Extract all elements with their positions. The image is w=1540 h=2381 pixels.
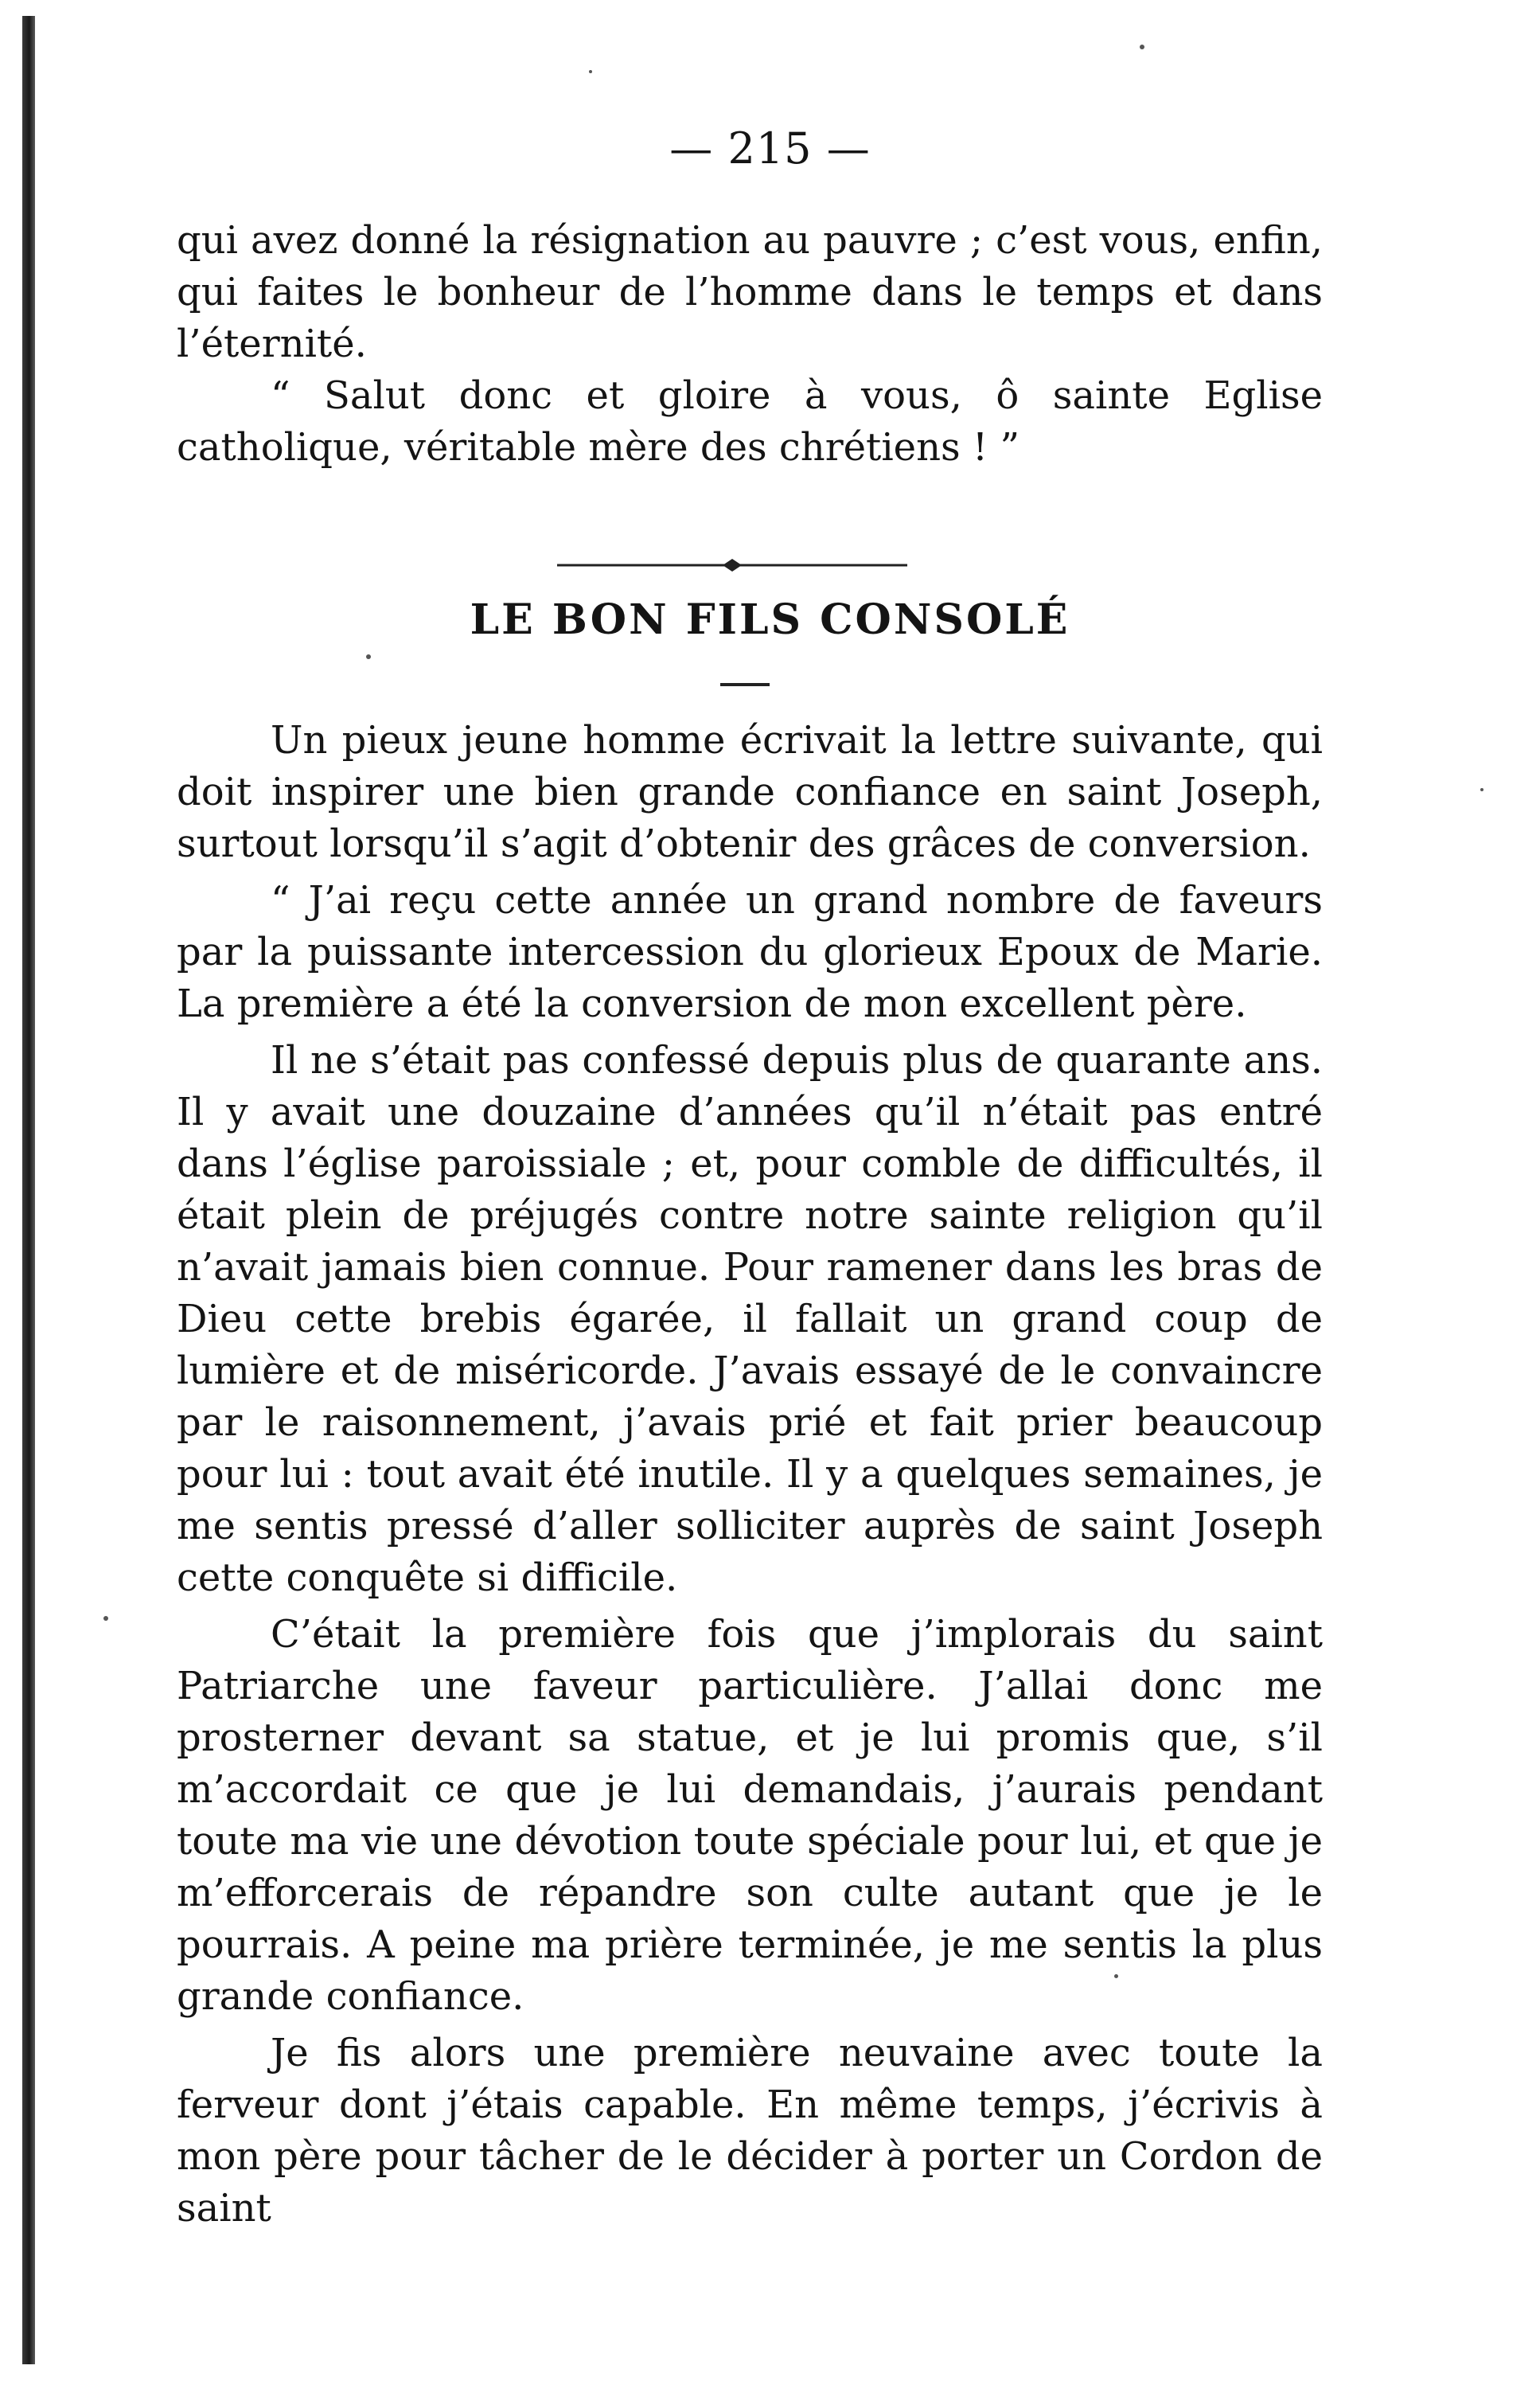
paragraph-father: Il ne s’était pas confessé depuis plus de quarante ans. Il y avait une douzaine d’années qu’il n’était pas entré dans l’église paroissiale ; et, pour comble de difficultés, il était plein de préjugés contre notre sainte religion qu’il n’avait jamais bien connue. Pour ramener dans les bras de Dieu cette brebis égarée, il fallait un grand coup de lumière et de miséricorde. J’avais essayé de le convaincre par le raisonnement, j’avais prié et fait prier beaucoup pour lui : tout avait été inutile. Il y a quelques semaines, je me sentis pressé d’aller solliciter auprès de saint Joseph cette conquête si difficile. bbox=[177, 1038, 1323, 1600]
section-divider-ornament bbox=[557, 557, 907, 573]
paper-speck bbox=[1480, 788, 1483, 791]
paragraph-prayer: C’était la première fois que j’implorais du saint Patriarche une faveur particulière. J’allai donc me prosterner devant sa statue, et je lui promis que, s’il m’accordait ce que je lui demandais, j’aurais pendant toute ma vie une dévotion toute spéciale pour lui, et que je m’efforcerais de répandre son culte autant que je le pourrais. A peine ma prière terminée, je me sentis la plus grande confiance. bbox=[177, 1612, 1323, 2019]
heading-rule bbox=[720, 683, 770, 686]
paper-speck bbox=[1114, 1974, 1118, 1978]
main-text-block bbox=[177, 715, 1323, 2235]
page-binding-edge bbox=[22, 16, 35, 2364]
section-heading: LE BON FILS CONSOLÉ bbox=[470, 595, 1070, 644]
paper-speck bbox=[1140, 45, 1144, 49]
paragraph-novena: Je fis alors une première neuvaine avec toute la ferveur dont j’étais capable. En même temps, j’écrivis à mon père pour tâcher de le décider à porter un Cordon de saint bbox=[177, 2031, 1323, 2231]
paper-speck bbox=[103, 1616, 108, 1621]
paper-speck bbox=[366, 654, 371, 659]
paragraph-letter-opening: “ J’ai reçu cette année un grand nombre de faveurs par la puissante intercession du glorieux Epoux de Marie. La première a été la conversion de mon excellent père. bbox=[177, 878, 1323, 1026]
paragraph-intro: Un pieux jeune homme écrivait la lettre suivante, qui doit inspirer une bien grande confiance en saint Joseph, surtout lorsqu’il s’agit d’obtenir des grâces de conversion. bbox=[177, 718, 1323, 866]
page-number: — 215 — bbox=[669, 123, 871, 174]
paragraph-salutation: “ Salut donc et gloire à vous, ô sainte Eglise catholique, véritable mère des chrétiens ! ” bbox=[177, 373, 1323, 470]
paragraph-continued: qui avez donné la résignation au pauvre ; c’est vous, enfin, qui faites le bonheur de l’homme dans le temps et dans l’éternité. bbox=[177, 218, 1323, 366]
paper-speck bbox=[589, 70, 592, 73]
top-text-block bbox=[177, 215, 1323, 474]
